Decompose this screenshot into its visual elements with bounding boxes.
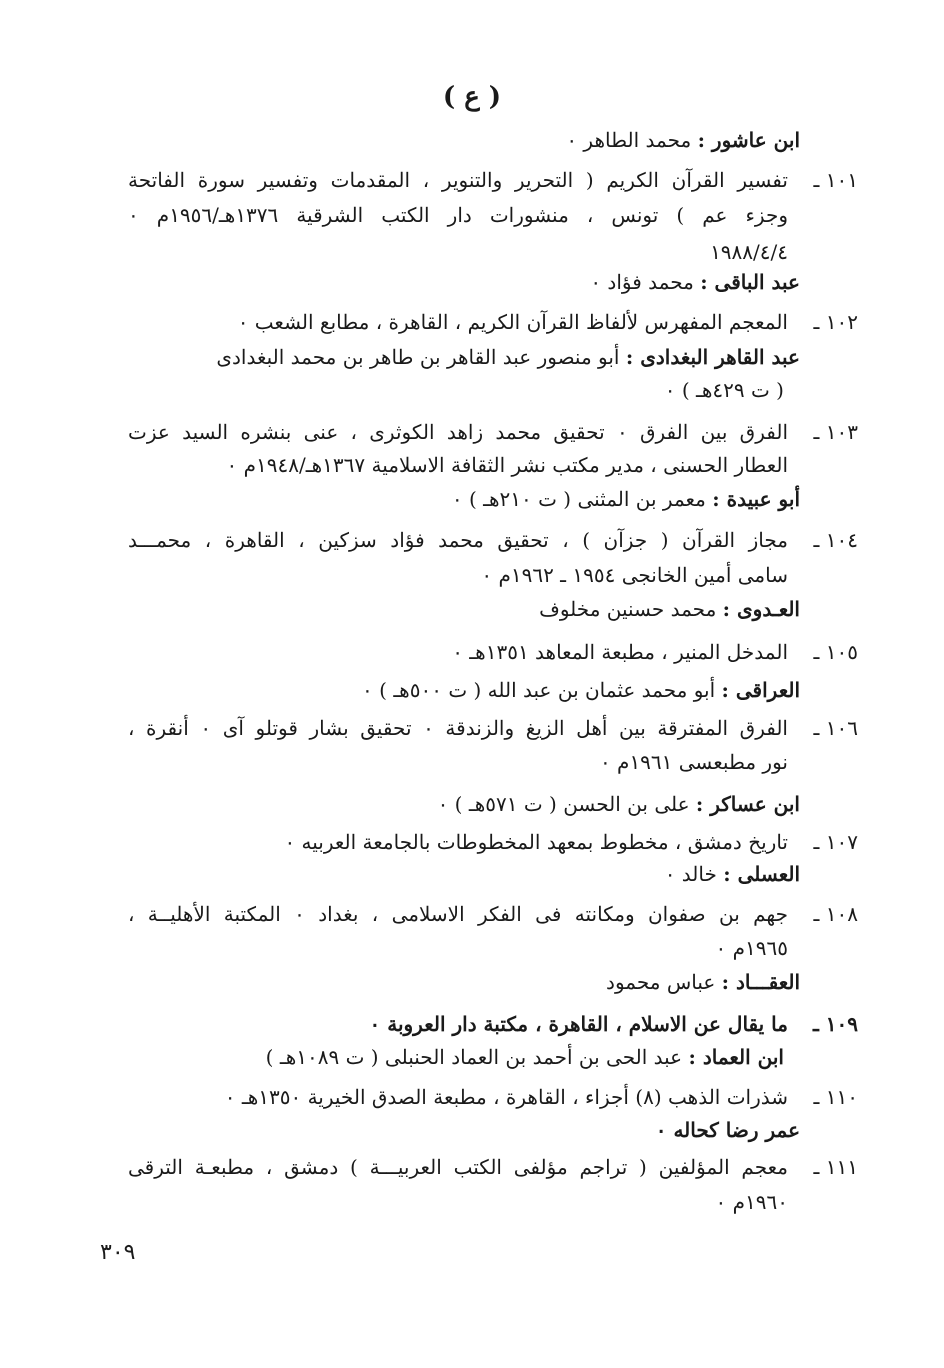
author-name: ابن العماد : [688,1045,784,1069]
entry-text-line: جهم بن صفوان ومكانته فى الفكر الاسلامى ، بغداد ٠ المكتبة الأهليــة ، [128,902,789,926]
author-details: معمر بن المثنى ( ت ٢١٠هـ ) ٠ [451,487,713,511]
entry-number: ١٠٢ ـ [813,310,858,334]
entry-number: ١٠٤ ـ [813,528,858,552]
author-heading [566,128,800,152]
author-heading [216,345,800,369]
page-number: ٣٠٩ [100,1240,136,1265]
author-details: محمد فؤاد ٠ [590,270,701,294]
author-name: العـدوى : [722,597,800,621]
entry-text-line: سامى أمين الخانجى ١٩٥٤ ـ ١٩٦٢م ٠ [481,563,788,587]
author-heading [266,1045,784,1069]
author-name: عبد الباقى : [700,270,800,294]
author-name: العسلى : [723,862,800,886]
author-details: خالد ٠ [664,862,724,886]
author-details: على بن الحسن ( ت ٥٧١هـ ) ٠ [437,792,696,816]
author-details: ( ت ٤٢٩هـ ) ٠ [664,378,784,402]
entry-text-line: معجم المؤلفين ( تراجم مؤلفى الكتب العربيـــة ) دمشق ، مطبعـة الترقى [128,1155,788,1179]
author-heading [539,597,800,621]
entry-text-line: مجاز القرآن ( جزآن ) ، تحقيق محمد فؤاد سزكين ، القاهرة ، محمـــد [128,528,788,552]
author-heading [590,270,800,294]
author-name: ابن عاشور : [697,128,800,152]
entry-text-line: ١٩٦٠م ٠ [715,1190,788,1214]
author-heading [362,678,800,702]
entry-number: ١٠٥ ـ [813,640,858,664]
author-heading [656,1118,800,1142]
entry-text-line: الفرق بين الفرق ٠ تحقيق محمد زاهد الكوثرى ، عنى بنشره السيد عزت [128,420,788,444]
author-name: عمر رضا كحاله ٠ [655,1118,800,1142]
author-heading [665,862,800,886]
author-details: أبو محمد عثمان بن عبد الله ( ت ٥٠٠هـ ) ٠ [362,678,722,702]
entry-number: ١٠٩ ـ [812,1012,858,1036]
entry-number: ١١١ ـ [813,1155,858,1179]
author-heading [452,487,800,511]
entry-text-line: تفسير القرآن الكريم ( التحرير والتنوير ، المقدمات وتفسير سورة الفاتحة [128,168,788,192]
entry-number: ١٠٨ ـ [813,902,858,926]
author-heading [438,792,800,816]
entry-text-line: نور مطبعسى ١٩٦١م ٠ [599,750,788,774]
author-heading [606,970,800,994]
entry-text-line: شذرات الذهب (٨) أجزاء ، القاهرة ، مطبعة الصدق الخيرية ١٣٥٠هـ ٠ [224,1085,788,1109]
entry-text-line: وجزء عم ) تونس ، منشورات دار الكتب الشرقية ١٣٧٦هـ/١٩٥٦م ٠ [128,203,788,227]
entry-text-line: ١٩٨٨/٤/٤ [710,240,788,264]
entry-text-line: الفرق المفترقة بين أهل الزيغ والزندقة ٠ تحقيق بشار قوتلو آى ٠ أنقرة ، [128,716,788,740]
author-details: محمد الطاهر ٠ [566,128,698,152]
entry-number: ١٠٣ ـ [813,420,858,444]
author-details: محمد حسنين مخلوف [539,597,723,621]
entry-text-line: تاريخ دمشق ، مخطوط بمعهد المخطوطات بالجامعة العربيه ٠ [284,830,788,854]
entry-text-line: المعجم المفهرس لألفاظ القرآن الكريم ، القاهرة ، مطابع الشعب ٠ [237,310,788,334]
author-details: عباس محمود [606,970,722,994]
author-heading [665,378,784,402]
author-details: أبو منصور عبد القاهر بن طاهر بن محمد البغدادى [216,345,626,369]
author-name: العراقى : [721,678,800,702]
entry-text-line: العطار الحسنى ، مدير مكتب نشر الثقافة الاسلامية ١٣٦٧هـ/١٩٤٨م ٠ [226,453,788,477]
author-name: ابن عساكر : [695,792,800,816]
author-name: أبو عبيدة : [712,487,800,511]
author-name: العقـــاد : [721,970,800,994]
entry-number: ١٠١ ـ [813,168,858,192]
entry-text-line: المدخل المنير ، مطبعة المعاهد ١٣٥١هـ ٠ [452,640,788,664]
entry-text-line: ١٩٦٥م ٠ [715,936,788,960]
author-details: عبد الحى بن أحمد بن العماد الحنبلى ( ت ١٠٨٩هـ ) [265,1045,689,1069]
entry-number: ١٠٦ ـ [813,716,858,740]
entry-number: ١٠٧ ـ [813,830,858,854]
entry-text-line: ما يقال عن الاسلام ، القاهرة ، مكتبة دار العروبة ٠ [369,1012,788,1036]
section-letter-header: ( ع ) [442,82,502,112]
author-name: عبد القاهر البغدادى : [625,345,800,369]
entry-number: ١١٠ ـ [813,1085,858,1109]
